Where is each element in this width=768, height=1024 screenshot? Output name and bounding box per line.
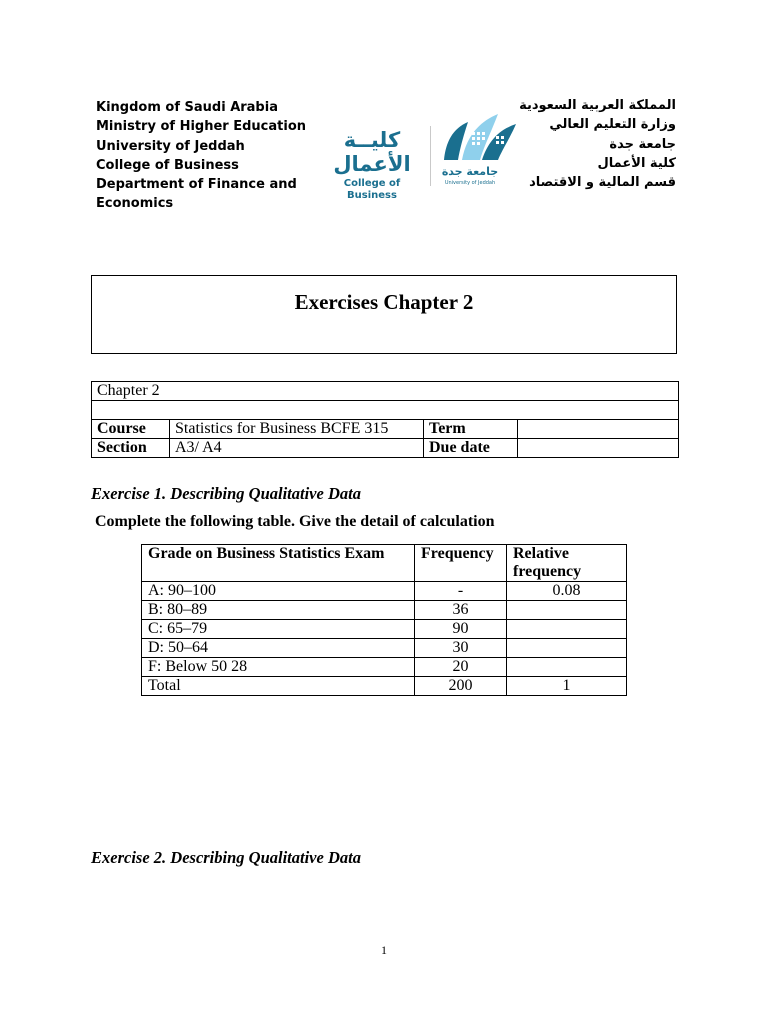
course-info-table	[91, 381, 679, 458]
frequency-cell: 90	[415, 620, 507, 639]
document-title: Exercises Chapter 2	[294, 290, 474, 314]
frequency-table	[141, 544, 627, 696]
table-row	[142, 601, 627, 620]
university-emblem-icon	[436, 110, 520, 170]
header-left-line: Ministry of Higher Education	[96, 119, 307, 135]
logo-divider	[430, 126, 431, 186]
logo-university-arabic: جامعة جدة	[441, 165, 499, 178]
frequency-cell: 36	[415, 601, 507, 620]
header-left-line: College of Business	[96, 157, 239, 173]
university-of-jeddah-logo	[436, 110, 520, 190]
exercise-1-instruction: Complete the following table. Give the detail of calculation	[95, 513, 495, 530]
chapter-cell: Chapter 2	[92, 382, 679, 401]
empty-cell	[92, 401, 679, 420]
table-row	[142, 620, 627, 639]
header-right-line: قسم المالية و الاقتصاد	[529, 175, 676, 191]
header-left-block	[96, 98, 306, 214]
exercise-1-title: Exercise 1. Describing Qualitative Data	[91, 484, 361, 503]
due-date-value	[518, 439, 679, 458]
header-right-line: المملكة العربية السعودية	[519, 98, 676, 113]
title-box	[91, 275, 677, 354]
frequency-cell: -	[415, 582, 507, 601]
column-header-grade: Grade on Business Statistics Exam	[142, 545, 415, 582]
frequency-cell: 30	[415, 639, 507, 658]
header-left-line: University of Jeddah	[96, 138, 245, 154]
grade-cell: D: 50–64	[142, 639, 415, 658]
course-label: Course	[92, 420, 170, 439]
header-right-line: جامعة جدة	[609, 136, 676, 152]
header-right-line: وزارة التعليم العالي	[549, 117, 676, 133]
column-header-relative-frequency: Relative frequency	[507, 545, 627, 582]
table-row	[142, 658, 627, 677]
relative-frequency-cell: 1	[507, 677, 627, 696]
grade-cell: Total	[142, 677, 415, 696]
table-row	[92, 382, 679, 401]
table-row	[92, 401, 679, 420]
due-date-label: Due date	[424, 439, 518, 458]
exercise-2-title: Exercise 2. Describing Qualitative Data	[91, 848, 361, 867]
table-header-row	[142, 545, 627, 582]
header-right-line: كلية الأعمال	[597, 155, 676, 171]
college-of-business-logo	[318, 128, 426, 201]
table-row	[142, 639, 627, 658]
course-value: Statistics for Business BCFE 315	[170, 420, 424, 439]
header-left-line: Economics	[96, 196, 174, 212]
logo-college-arabic: كليــة الأعمال	[333, 128, 411, 176]
grade-cell: A: 90–100	[142, 582, 415, 601]
table-row	[92, 420, 679, 439]
table-row	[92, 439, 679, 458]
header-right-block	[519, 96, 676, 192]
grade-cell: C: 65–79	[142, 620, 415, 639]
frequency-cell: 200	[415, 677, 507, 696]
column-header-frequency: Frequency	[415, 545, 507, 582]
page-number: 1	[381, 943, 387, 957]
term-value	[518, 420, 679, 439]
logo-university-english: University of Jeddah	[444, 180, 496, 186]
relative-frequency-cell: 0.08	[507, 582, 627, 601]
relative-frequency-cell	[507, 658, 627, 677]
section-label: Section	[92, 439, 170, 458]
section-value: A3/ A4	[170, 439, 424, 458]
term-label: Term	[424, 420, 518, 439]
relative-frequency-cell	[507, 639, 627, 658]
logo-college-english: College of Business	[343, 178, 401, 201]
relative-frequency-cell	[507, 620, 627, 639]
table-row-total	[142, 677, 627, 696]
grade-cell: F: Below 50 28	[142, 658, 415, 677]
relative-frequency-cell	[507, 601, 627, 620]
frequency-cell: 20	[415, 658, 507, 677]
header-left-line: Department of Finance and	[96, 177, 297, 193]
header-left-line: Kingdom of Saudi Arabia	[96, 100, 278, 115]
grade-cell: B: 80–89	[142, 601, 415, 620]
table-row	[142, 582, 627, 601]
